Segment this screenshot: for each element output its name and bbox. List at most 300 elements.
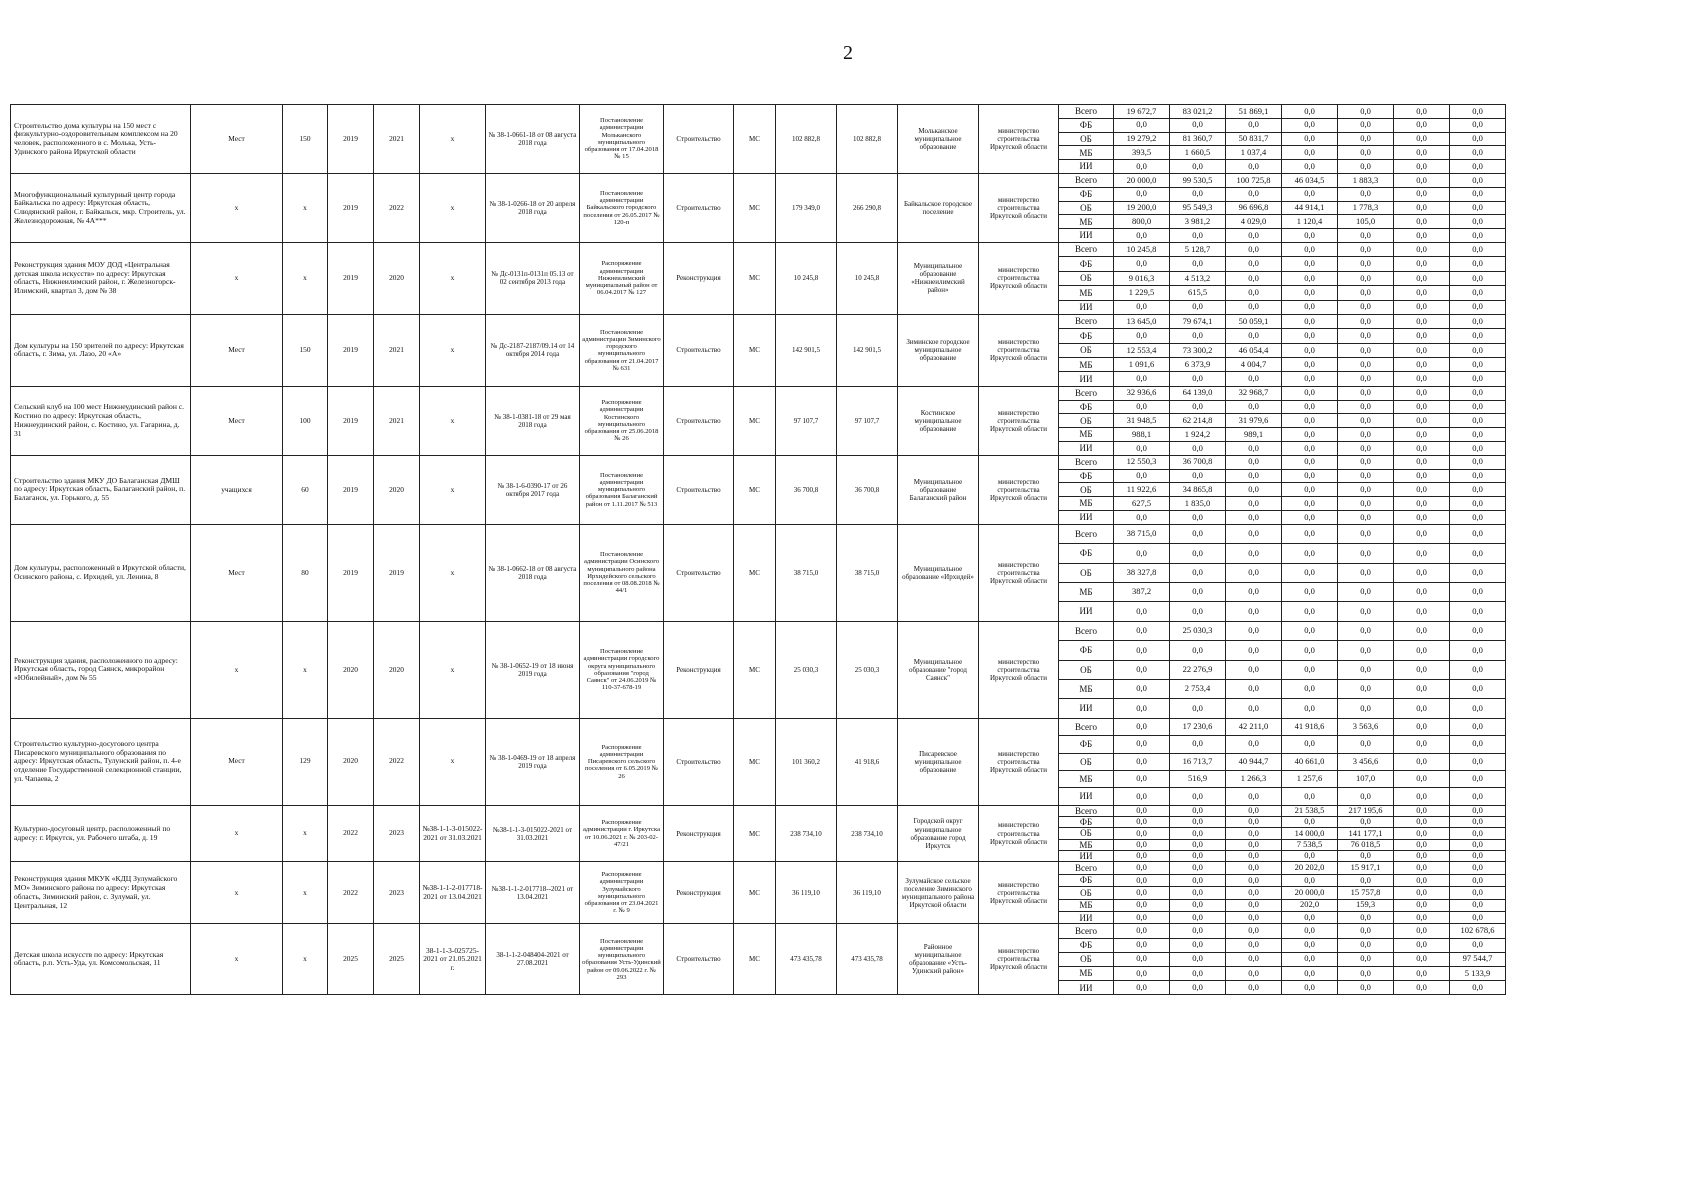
- funding-value-cell: 0,0: [1226, 817, 1282, 828]
- remaining-cost-cell: 142 901,5: [837, 314, 898, 386]
- funding-value-cell: 0,0: [1114, 938, 1170, 952]
- funding-value-cell: 62 214,8: [1170, 414, 1226, 428]
- page-number: 2: [843, 42, 854, 64]
- funding-value-cell: 5 133,9: [1450, 966, 1506, 980]
- funding-value-cell: 0,0: [1338, 483, 1394, 497]
- end-year-cell: 2021: [374, 314, 420, 386]
- funding-value-cell: 0,0: [1450, 428, 1506, 442]
- work-type-cell: Строительство: [664, 314, 734, 386]
- remaining-cost-cell: 36 119,10: [837, 862, 898, 924]
- funding-value-cell: 0,0: [1170, 160, 1226, 174]
- start-year-cell: 2020: [328, 718, 374, 805]
- funding-value-cell: 0,0: [1114, 966, 1170, 980]
- ownership-form-cell: МС: [734, 924, 776, 995]
- object-name: Детская школа искусств по адресу: Иркутская область, р.п. Усть-Уда, ул. Комсомольская, 11: [11, 924, 191, 995]
- funding-source-cell: ИИ: [1059, 372, 1114, 386]
- funding-value-cell: 0,0: [1282, 146, 1338, 160]
- funding-value-cell: 15 917,1: [1338, 862, 1394, 874]
- funding-value-cell: 0,0: [1226, 641, 1282, 660]
- funding-value-cell: 100 725,8: [1226, 173, 1282, 187]
- work-type-cell: Реконструкция: [664, 862, 734, 924]
- funding-value-cell: 0,0: [1170, 839, 1226, 850]
- funding-value-cell: 0,0: [1338, 938, 1394, 952]
- owner-cell: Костинское муниципальное образование: [898, 386, 979, 455]
- funding-value-cell: 0,0: [1114, 187, 1170, 201]
- funding-value-cell: 0,0: [1338, 271, 1394, 285]
- ministry-cell: министерство строительства Иркутской области: [979, 105, 1059, 174]
- decision-document-cell: Постановление администрации муниципального образования Усть-Удинский район от 09.06.2022 г. № 293: [580, 924, 664, 995]
- funding-value-cell: 0,0: [1226, 400, 1282, 414]
- funding-value-cell: 0,0: [1114, 621, 1170, 640]
- remaining-cost-cell: 238 734,10: [837, 805, 898, 862]
- funding-value-cell: 0,0: [1450, 372, 1506, 386]
- funding-value-cell: 0,0: [1282, 118, 1338, 132]
- object-name: Строительство здания МКУ ДО Балаганская ДМШ по адресу: Иркутская область, Балаганский район, п. Балаганск, ул. Горького, д. 55: [11, 455, 191, 524]
- unit-cell: Мест: [191, 314, 283, 386]
- unit-cell: x: [191, 924, 283, 995]
- estimated-cost-cell: 101 360,2: [776, 718, 837, 805]
- funding-value-cell: 0,0: [1338, 187, 1394, 201]
- funding-value-cell: 0,0: [1170, 966, 1226, 980]
- decision-document-cell: Постановление администрации Зиминского городского муниципального образования от 21.04.2017 № 631: [580, 314, 664, 386]
- funding-value-cell: 0,0: [1114, 839, 1170, 850]
- funding-source-cell: Всего: [1059, 314, 1114, 328]
- funding-source-cell: МБ: [1059, 497, 1114, 511]
- funding-value-cell: 0,0: [1394, 839, 1450, 850]
- funding-source-cell: Всего: [1059, 105, 1114, 119]
- start-year-cell: 2022: [328, 805, 374, 862]
- expertise-cell: 38-1-1-2-048404-2021 от 27.08.2021: [486, 924, 580, 995]
- funding-value-cell: 0,0: [1338, 314, 1394, 328]
- funding-value-cell: 0,0: [1226, 699, 1282, 718]
- funding-value-cell: 0,0: [1282, 105, 1338, 119]
- table-row: [11, 718, 1506, 735]
- funding-value-cell: 159,3: [1338, 899, 1394, 911]
- funding-value-cell: 4 004,7: [1226, 358, 1282, 372]
- funding-value-cell: 0,0: [1394, 400, 1450, 414]
- funding-value-cell: 0,0: [1450, 242, 1506, 256]
- funding-value-cell: 0,0: [1450, 511, 1506, 525]
- funding-value-cell: 76 018,5: [1338, 839, 1394, 850]
- expertise-cell: № Дс-0131п-0131п 05.13 от 02 сентября 2013 года: [486, 242, 580, 314]
- funding-value-cell: 0,0: [1170, 300, 1226, 314]
- work-type-cell: Строительство: [664, 105, 734, 174]
- funding-source-cell: ФБ: [1059, 187, 1114, 201]
- funding-value-cell: 12 550,3: [1114, 455, 1170, 469]
- funding-value-cell: 0,0: [1170, 583, 1226, 602]
- funding-value-cell: 20 000,0: [1114, 173, 1170, 187]
- funding-value-cell: 0,0: [1170, 257, 1226, 271]
- funding-value-cell: 0,0: [1394, 469, 1450, 483]
- funding-source-cell: Всего: [1059, 524, 1114, 543]
- funding-value-cell: 0,0: [1114, 851, 1170, 862]
- funding-value-cell: 0,0: [1338, 924, 1394, 938]
- funding-value-cell: 34 865,8: [1170, 483, 1226, 497]
- estimated-cost-cell: 38 715,0: [776, 524, 837, 621]
- funding-value-cell: 0,0: [1394, 660, 1450, 679]
- funding-value-cell: 0,0: [1114, 828, 1170, 839]
- funding-value-cell: 0,0: [1450, 455, 1506, 469]
- funding-value-cell: 0,0: [1394, 966, 1450, 980]
- funding-source-cell: ИИ: [1059, 602, 1114, 621]
- funding-value-cell: 0,0: [1226, 372, 1282, 386]
- ownership-form-cell: МС: [734, 173, 776, 242]
- funding-value-cell: 83 021,2: [1170, 105, 1226, 119]
- end-year-cell: 2023: [374, 862, 420, 924]
- funding-value-cell: 0,0: [1170, 699, 1226, 718]
- owner-cell: Зулумайское сельское поселение Зиминского муниципального района Иркутской области: [898, 862, 979, 924]
- estimated-cost-cell: 10 245,8: [776, 242, 837, 314]
- funding-value-cell: 97 544,7: [1450, 952, 1506, 966]
- funding-value-cell: 0,0: [1394, 952, 1450, 966]
- funding-value-cell: 0,0: [1114, 699, 1170, 718]
- funding-source-cell: МБ: [1059, 899, 1114, 911]
- start-year-cell: 2025: [328, 924, 374, 995]
- funding-value-cell: 0,0: [1450, 770, 1506, 787]
- funding-value-cell: 0,0: [1450, 229, 1506, 243]
- funding-value-cell: 31 979,6: [1226, 414, 1282, 428]
- funding-value-cell: 73 300,2: [1170, 343, 1226, 357]
- funding-source-cell: ОБ: [1059, 132, 1114, 146]
- funding-value-cell: 32 968,7: [1226, 386, 1282, 400]
- funding-value-cell: 0,0: [1226, 828, 1282, 839]
- funding-value-cell: 0,0: [1282, 428, 1338, 442]
- funding-value-cell: 1 091,6: [1114, 358, 1170, 372]
- funding-source-cell: ФБ: [1059, 874, 1114, 886]
- expertise-mark-cell: x: [420, 105, 486, 174]
- funding-value-cell: 0,0: [1114, 788, 1170, 805]
- funding-value-cell: 0,0: [1282, 938, 1338, 952]
- funding-value-cell: 0,0: [1282, 851, 1338, 862]
- funding-value-cell: 11 922,6: [1114, 483, 1170, 497]
- end-year-cell: 2019: [374, 524, 420, 621]
- funding-value-cell: 0,0: [1450, 699, 1506, 718]
- expertise-cell: №38-1-1-2-017718--2021 от 13.04.2021: [486, 862, 580, 924]
- work-type-cell: Строительство: [664, 386, 734, 455]
- funding-value-cell: 0,0: [1450, 469, 1506, 483]
- capacity-cell: x: [283, 805, 328, 862]
- funding-value-cell: 0,0: [1450, 544, 1506, 563]
- funding-value-cell: 217 195,6: [1338, 805, 1394, 816]
- capacity-cell: 100: [283, 386, 328, 455]
- funding-value-cell: 0,0: [1338, 966, 1394, 980]
- funding-source-cell: Всего: [1059, 242, 1114, 256]
- work-type-cell: Реконструкция: [664, 242, 734, 314]
- funding-value-cell: 0,0: [1170, 938, 1226, 952]
- decision-document-cell: Распоряжение администрации Нижнеилимский муниципальный район от 06.04.2017 № 127: [580, 242, 664, 314]
- funding-value-cell: 3 563,6: [1338, 718, 1394, 735]
- funding-value-cell: 0,0: [1226, 511, 1282, 525]
- funding-value-cell: 0,0: [1394, 788, 1450, 805]
- funding-value-cell: 393,5: [1114, 146, 1170, 160]
- funding-value-cell: 0,0: [1394, 817, 1450, 828]
- funding-value-cell: 0,0: [1450, 621, 1506, 640]
- funding-value-cell: 81 360,7: [1170, 132, 1226, 146]
- work-type-cell: Реконструкция: [664, 621, 734, 718]
- funding-value-cell: 0,0: [1170, 563, 1226, 582]
- funding-value-cell: 0,0: [1282, 329, 1338, 343]
- funding-value-cell: 0,0: [1282, 187, 1338, 201]
- end-year-cell: 2023: [374, 805, 420, 862]
- funding-value-cell: 0,0: [1338, 788, 1394, 805]
- funding-value-cell: 0,0: [1282, 132, 1338, 146]
- funding-value-cell: 0,0: [1450, 343, 1506, 357]
- table-row: [11, 805, 1506, 816]
- funding-value-cell: 79 674,1: [1170, 314, 1226, 328]
- capacity-cell: 150: [283, 314, 328, 386]
- ownership-form-cell: МС: [734, 524, 776, 621]
- ministry-cell: министерство строительства Иркутской области: [979, 805, 1059, 862]
- funding-value-cell: 10 245,8: [1114, 242, 1170, 256]
- unit-cell: x: [191, 621, 283, 718]
- funding-value-cell: 0,0: [1226, 660, 1282, 679]
- funding-value-cell: 0,0: [1338, 911, 1394, 923]
- table-row: [11, 242, 1506, 256]
- work-type-cell: Строительство: [664, 524, 734, 621]
- funding-value-cell: 107,0: [1338, 770, 1394, 787]
- funding-value-cell: 1 120,4: [1282, 215, 1338, 229]
- funding-value-cell: 0,0: [1338, 242, 1394, 256]
- funding-value-cell: 25 030,3: [1170, 621, 1226, 640]
- funding-value-cell: 0,0: [1114, 511, 1170, 525]
- unit-cell: Мест: [191, 386, 283, 455]
- owner-cell: Писаревское муниципальное образование: [898, 718, 979, 805]
- ownership-form-cell: МС: [734, 242, 776, 314]
- funding-value-cell: 0,0: [1338, 981, 1394, 995]
- funding-value-cell: 0,0: [1394, 442, 1450, 456]
- funding-source-cell: ОБ: [1059, 887, 1114, 899]
- funding-value-cell: 96 696,8: [1226, 201, 1282, 215]
- funding-value-cell: 0,0: [1394, 372, 1450, 386]
- funding-value-cell: 0,0: [1394, 887, 1450, 899]
- funding-value-cell: 41 918,6: [1282, 718, 1338, 735]
- decision-document-cell: Распоряжение администрации Писаревского сельского поселения от 6.05.2019 № 26: [580, 718, 664, 805]
- funding-value-cell: 0,0: [1170, 887, 1226, 899]
- table-row: [11, 924, 1506, 938]
- funding-value-cell: 0,0: [1338, 343, 1394, 357]
- funding-source-cell: ИИ: [1059, 511, 1114, 525]
- funding-value-cell: 0,0: [1450, 788, 1506, 805]
- funding-value-cell: 0,0: [1338, 455, 1394, 469]
- funding-value-cell: 0,0: [1114, 300, 1170, 314]
- funding-value-cell: 4 029,0: [1226, 215, 1282, 229]
- funding-value-cell: 0,0: [1282, 314, 1338, 328]
- funding-value-cell: 0,0: [1394, 329, 1450, 343]
- expertise-cell: № 38-1-0652-19 от 18 июня 2019 года: [486, 621, 580, 718]
- funding-value-cell: 0,0: [1282, 511, 1338, 525]
- funding-value-cell: 0,0: [1226, 442, 1282, 456]
- funding-value-cell: 0,0: [1226, 497, 1282, 511]
- object-name: Дом культуры на 150 зрителей по адресу: Иркутская область, г. Зима, ул. Лазо, 20 «А»: [11, 314, 191, 386]
- funding-source-cell: Всего: [1059, 455, 1114, 469]
- funding-value-cell: 0,0: [1450, 641, 1506, 660]
- funding-source-cell: Всего: [1059, 718, 1114, 735]
- object-name: Реконструкция здания МОУ ДОД «Центральная детская школа искусств» по адресу: Иркутская область, Нижнеилимский район, г. Железногорск-Илимский, квартал 3, дом № 38: [11, 242, 191, 314]
- funding-value-cell: 0,0: [1282, 544, 1338, 563]
- funding-value-cell: 0,0: [1282, 524, 1338, 543]
- funding-value-cell: 0,0: [1170, 899, 1226, 911]
- funding-value-cell: 0,0: [1394, 805, 1450, 816]
- funding-source-cell: ФБ: [1059, 641, 1114, 660]
- funding-value-cell: 0,0: [1226, 286, 1282, 300]
- funding-value-cell: 0,0: [1338, 146, 1394, 160]
- funding-value-cell: 1 037,4: [1226, 146, 1282, 160]
- funding-source-cell: ФБ: [1059, 544, 1114, 563]
- funding-value-cell: 0,0: [1282, 911, 1338, 923]
- funding-value-cell: 0,0: [1338, 874, 1394, 886]
- funding-value-cell: 0,0: [1170, 400, 1226, 414]
- funding-value-cell: 0,0: [1450, 753, 1506, 770]
- object-name: Многофункциональный культурный центр города Байкальска по адресу: Иркутская область, Слюдянский район, г. Байкальск, мкр. Строитель, ул. Железнодорожная, № 4А***: [11, 173, 191, 242]
- end-year-cell: 2025: [374, 924, 420, 995]
- remaining-cost-cell: 41 918,6: [837, 718, 898, 805]
- funding-value-cell: 1 229,5: [1114, 286, 1170, 300]
- funding-value-cell: 0,0: [1450, 805, 1506, 816]
- funding-value-cell: 0,0: [1226, 271, 1282, 285]
- funding-value-cell: 0,0: [1170, 329, 1226, 343]
- funding-value-cell: 0,0: [1394, 641, 1450, 660]
- end-year-cell: 2020: [374, 242, 420, 314]
- decision-document-cell: Распоряжение администрации Зулумайского муниципального образования от 23.04.2021 г. № 9: [580, 862, 664, 924]
- ministry-cell: министерство строительства Иркутской области: [979, 621, 1059, 718]
- funding-value-cell: 0,0: [1394, 271, 1450, 285]
- funding-value-cell: 0,0: [1282, 924, 1338, 938]
- funding-value-cell: 22 276,9: [1170, 660, 1226, 679]
- funding-value-cell: 50 831,7: [1226, 132, 1282, 146]
- funding-value-cell: 0,0: [1394, 173, 1450, 187]
- table-row: [11, 105, 1506, 119]
- estimated-cost-cell: 238 734,10: [776, 805, 837, 862]
- funding-value-cell: 0,0: [1226, 257, 1282, 271]
- funding-value-cell: 0,0: [1114, 817, 1170, 828]
- funding-value-cell: 0,0: [1338, 563, 1394, 582]
- funding-value-cell: 0,0: [1114, 329, 1170, 343]
- funding-value-cell: 0,0: [1338, 544, 1394, 563]
- start-year-cell: 2019: [328, 455, 374, 524]
- funding-value-cell: 0,0: [1394, 563, 1450, 582]
- object-name: Сельский клуб на 100 мест Нижнеудинский район с. Костино по адресу: Иркутская область, Нижнеудинский район, с. Костино, ул. Гагарина, д. 31: [11, 386, 191, 455]
- funding-value-cell: 40 944,7: [1226, 753, 1282, 770]
- funding-value-cell: 0,0: [1394, 300, 1450, 314]
- start-year-cell: 2022: [328, 862, 374, 924]
- funding-value-cell: 0,0: [1450, 146, 1506, 160]
- expertise-cell: №38-1-1-3-015022-2021 от 31.03.2021: [486, 805, 580, 862]
- funding-value-cell: 12 553,4: [1114, 343, 1170, 357]
- funding-value-cell: 0,0: [1226, 981, 1282, 995]
- funding-value-cell: 0,0: [1394, 602, 1450, 621]
- owner-cell: Муниципальное образование Балаганский район: [898, 455, 979, 524]
- funding-value-cell: 0,0: [1450, 660, 1506, 679]
- funding-value-cell: 0,0: [1450, 497, 1506, 511]
- ownership-form-cell: МС: [734, 621, 776, 718]
- funding-value-cell: 0,0: [1282, 160, 1338, 174]
- funding-value-cell: 0,0: [1114, 805, 1170, 816]
- ownership-form-cell: МС: [734, 386, 776, 455]
- funding-value-cell: 0,0: [1226, 851, 1282, 862]
- funding-value-cell: 0,0: [1394, 736, 1450, 753]
- start-year-cell: 2019: [328, 524, 374, 621]
- start-year-cell: 2019: [328, 314, 374, 386]
- owner-cell: Городской округ муниципальное образование город Иркутск: [898, 805, 979, 862]
- funding-value-cell: 0,0: [1114, 736, 1170, 753]
- funding-value-cell: 0,0: [1450, 358, 1506, 372]
- funding-value-cell: 0,0: [1394, 455, 1450, 469]
- funding-value-cell: 0,0: [1338, 583, 1394, 602]
- unit-cell: x: [191, 173, 283, 242]
- funding-value-cell: 0,0: [1226, 788, 1282, 805]
- estimated-cost-cell: 25 030,3: [776, 621, 837, 718]
- funding-value-cell: 0,0: [1450, 300, 1506, 314]
- decision-document-cell: Постановление администрации муниципального образования Балаганский район от 1.11.2017 № 513: [580, 455, 664, 524]
- funding-value-cell: 0,0: [1450, 215, 1506, 229]
- expertise-mark-cell: x: [420, 455, 486, 524]
- funding-source-cell: ИИ: [1059, 911, 1114, 923]
- capacity-cell: 129: [283, 718, 328, 805]
- funding-value-cell: 0,0: [1338, 602, 1394, 621]
- funding-source-cell: МБ: [1059, 215, 1114, 229]
- decision-document-cell: Распоряжение администрации Костинского муниципального образования от 25.06.2018 № 26: [580, 386, 664, 455]
- funding-source-cell: ФБ: [1059, 118, 1114, 132]
- funding-value-cell: 0,0: [1450, 563, 1506, 582]
- funding-value-cell: 0,0: [1394, 753, 1450, 770]
- funding-value-cell: 0,0: [1394, 770, 1450, 787]
- funding-value-cell: 0,0: [1170, 952, 1226, 966]
- funding-value-cell: 0,0: [1282, 736, 1338, 753]
- capacity-cell: 150: [283, 105, 328, 174]
- funding-value-cell: 64 139,0: [1170, 386, 1226, 400]
- funding-source-cell: МБ: [1059, 358, 1114, 372]
- funding-value-cell: 0,0: [1394, 524, 1450, 543]
- funding-value-cell: 0,0: [1394, 621, 1450, 640]
- funding-value-cell: 0,0: [1282, 497, 1338, 511]
- funding-source-cell: Всего: [1059, 862, 1114, 874]
- funding-value-cell: 0,0: [1114, 753, 1170, 770]
- funding-value-cell: 0,0: [1282, 966, 1338, 980]
- funding-value-cell: 51 869,1: [1226, 105, 1282, 119]
- funding-source-cell: ФБ: [1059, 736, 1114, 753]
- ministry-cell: министерство строительства Иркутской области: [979, 862, 1059, 924]
- funding-value-cell: 0,0: [1170, 911, 1226, 923]
- funding-source-cell: ФБ: [1059, 817, 1114, 828]
- funding-value-cell: 0,0: [1338, 497, 1394, 511]
- funding-value-cell: 0,0: [1450, 105, 1506, 119]
- funding-value-cell: 5 128,7: [1170, 242, 1226, 256]
- capacity-cell: x: [283, 862, 328, 924]
- funding-value-cell: 0,0: [1338, 679, 1394, 698]
- funding-value-cell: 0,0: [1114, 899, 1170, 911]
- funding-value-cell: 0,0: [1226, 952, 1282, 966]
- funding-value-cell: 0,0: [1450, 887, 1506, 899]
- ownership-form-cell: МС: [734, 718, 776, 805]
- funding-value-cell: 0,0: [1226, 736, 1282, 753]
- funding-source-cell: ФБ: [1059, 257, 1114, 271]
- funding-value-cell: 14 000,0: [1282, 828, 1338, 839]
- funding-value-cell: 0,0: [1114, 679, 1170, 698]
- funding-source-cell: ИИ: [1059, 442, 1114, 456]
- funding-source-cell: ИИ: [1059, 229, 1114, 243]
- funding-value-cell: 0,0: [1226, 563, 1282, 582]
- capacity-cell: 80: [283, 524, 328, 621]
- funding-value-cell: 0,0: [1226, 544, 1282, 563]
- funding-value-cell: 46 054,4: [1226, 343, 1282, 357]
- investment-table: [10, 104, 1506, 995]
- funding-source-cell: ФБ: [1059, 938, 1114, 952]
- funding-value-cell: 0,0: [1170, 828, 1226, 839]
- funding-value-cell: 0,0: [1114, 400, 1170, 414]
- owner-cell: Мольканское муниципальное образование: [898, 105, 979, 174]
- funding-value-cell: 0,0: [1450, 329, 1506, 343]
- funding-source-cell: ИИ: [1059, 300, 1114, 314]
